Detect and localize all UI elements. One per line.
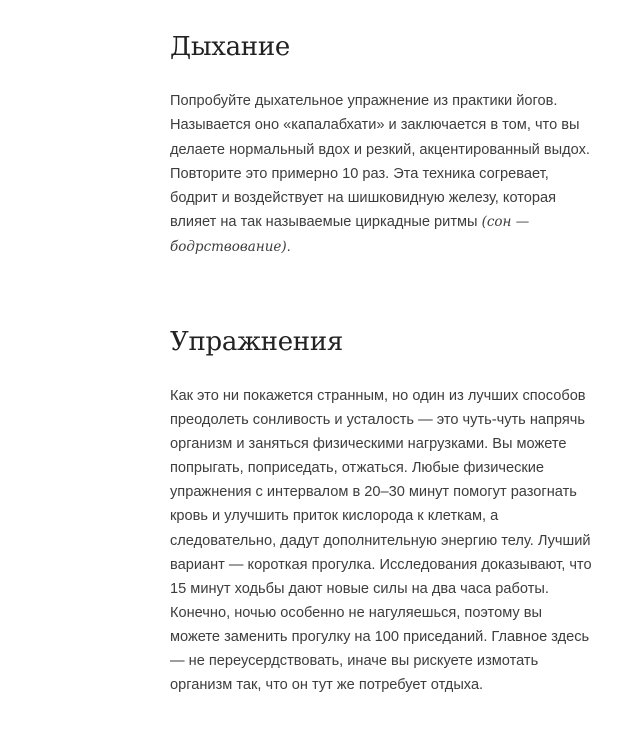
text-line: делаете нормальный вдох и резкий, акцентированный выдох. xyxy=(170,141,590,158)
section-paragraph xyxy=(170,384,592,697)
text-line: бодрит и воздействует на шишковидную железу, которая xyxy=(170,190,557,207)
text: влияет на так называемые циркадные ритмы xyxy=(170,214,482,231)
text-line: организм и заняться физическими нагрузками. Вы можете xyxy=(170,436,567,453)
section-breathing xyxy=(170,32,590,259)
text-line: Попробуйте дыхательное упражнение из практики йогов. xyxy=(170,93,558,109)
section-title: Дыхание xyxy=(170,32,290,62)
text: . xyxy=(286,238,291,255)
text-line: Конечно, ночью особенно не нагуляешься, поэтому вы xyxy=(170,604,542,621)
text-line: преодолеть сонливость и усталость — это чуть-чуть напрячь xyxy=(170,412,585,429)
section-exercises xyxy=(170,327,592,697)
text-line: вариант — короткая прогулка. Исследования доказывают, что xyxy=(170,556,592,573)
text-line: Как это ни покажется странным, но один из лучших способов xyxy=(170,388,586,404)
italic-text: (сон — xyxy=(481,214,530,231)
text-line: 15 минут ходьбы дают новые силы на два часа работы. xyxy=(170,580,549,597)
text-line xyxy=(170,210,590,234)
text-line: попрыгать, поприседать, отжаться. Любые физические xyxy=(170,460,545,477)
text-line: Называется оно «капалабхати» и заключается в том, что вы xyxy=(170,117,580,134)
text-line: следовательно, дадут дополнительную энергию телу. Лучший xyxy=(170,532,591,549)
text-line xyxy=(170,235,590,259)
text-line: — не переусердствовать, иначе вы рискуете измотать xyxy=(170,653,539,670)
text-line: можете заменить прогулку на 100 приседаний. Главное здесь xyxy=(170,628,590,645)
text-line: упражнения с интервалом в 20–30 минут помогут разогнать xyxy=(170,484,577,501)
section-paragraph xyxy=(170,89,590,259)
italic-text: бодрствование) xyxy=(170,238,287,255)
text-line: организм так, что он тут же потребует отдыха. xyxy=(170,677,484,694)
text-line: Повторите это примерно 10 раз. Эта техника согревает, xyxy=(170,165,549,182)
section-title: Упражнения xyxy=(170,327,343,357)
text-line: кровь и улучшить приток кислорода к клеткам, а xyxy=(170,508,499,525)
